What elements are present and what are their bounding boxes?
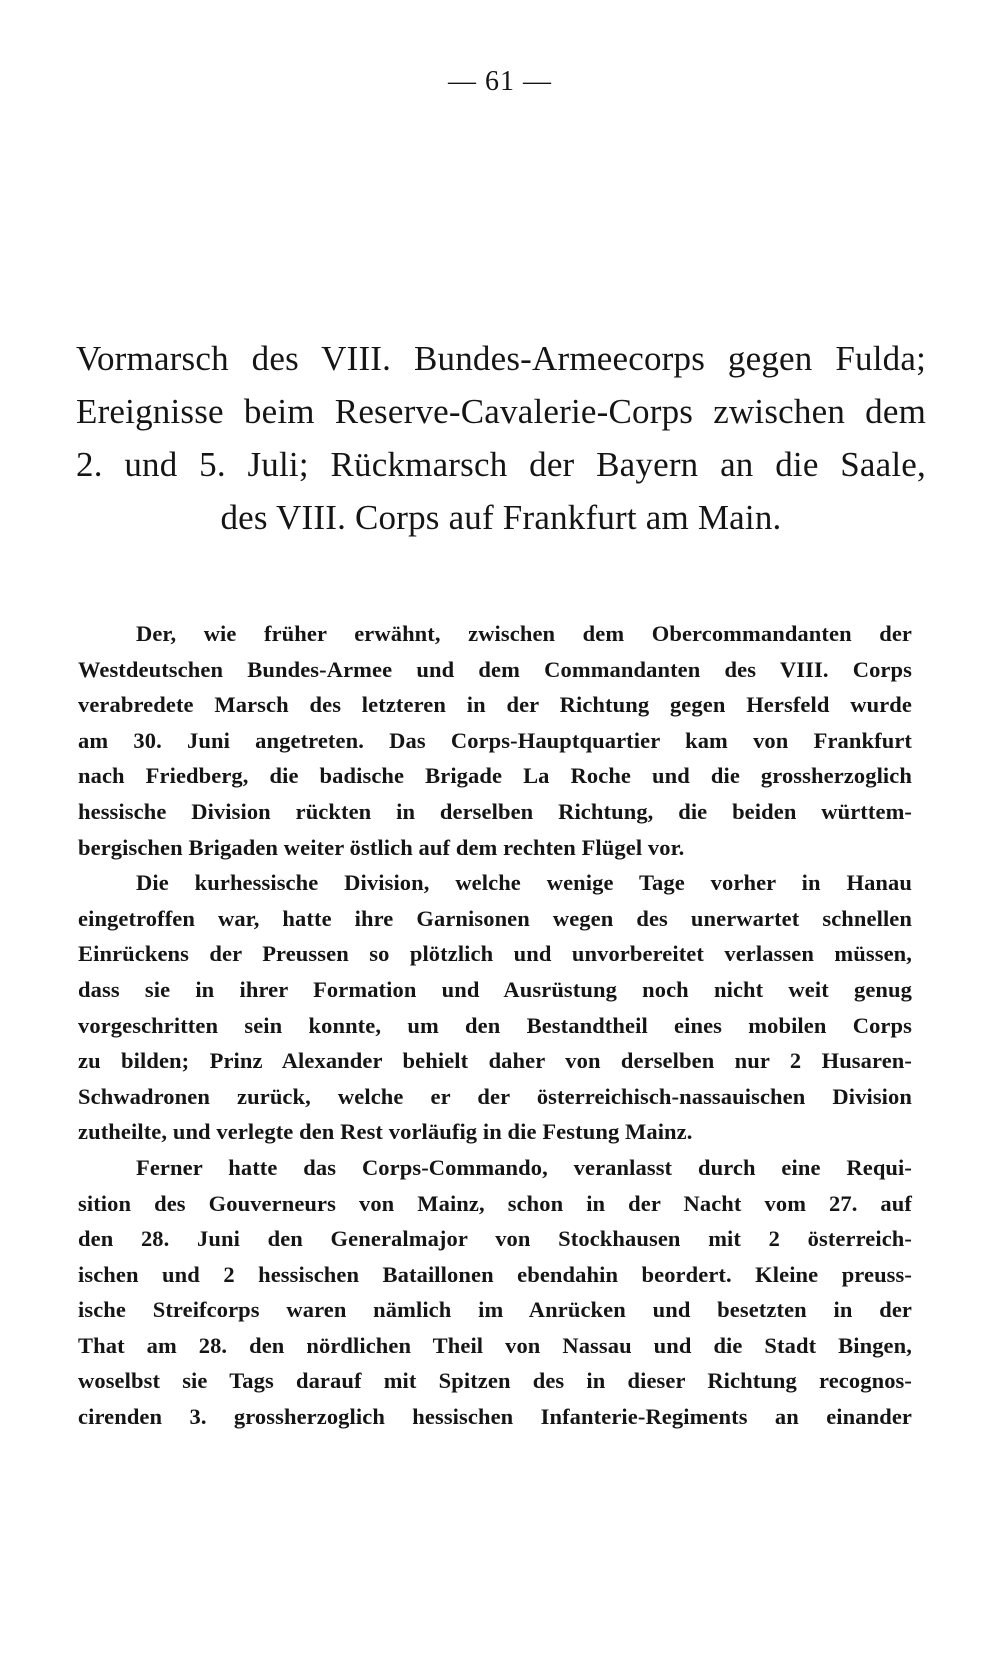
heading-line: des VIII. Corps auf Frankfurt am Main. <box>220 498 782 537</box>
heading-line: Ereignisse beim Reserve-Cavalerie-Corps zwischen dem <box>76 392 926 431</box>
heading-line: 2. und 5. Juli; Rückmarsch der Bayern an die Saale, <box>76 445 926 484</box>
text-line: woselbst sie Tags darauf mit Spitzen des in dieser Richtung recognos- <box>78 1368 912 1394</box>
text-line: den 28. Juni den Generalmajor von Stockhausen mit 2 österreich- <box>78 1226 912 1252</box>
paragraph-3 <box>78 1150 912 1435</box>
text-line: Ferner hatte das Corps-Commando, veranlasst durch eine Requi- <box>136 1154 912 1180</box>
text-line: cirenden 3. grossherzoglich hessischen Infanterie-Regiments an einander <box>78 1404 912 1430</box>
text-line: verabredete Marsch des letzteren in der Richtung gegen Hersfeld wurde <box>78 692 912 718</box>
text-line: eingetroffen war, hatte ihre Garnisonen wegen des unerwartet schnellen <box>78 905 912 931</box>
heading-line: Vormarsch des VIII. Bundes-Armeecorps gegen Fulda; <box>76 339 926 378</box>
text-line: Der, wie früher erwähnt, zwischen dem Obercommandanten der <box>136 621 912 646</box>
text-line: zutheilte, und verlegte den Rest vorläufig in die Festung Mainz. <box>78 1119 693 1145</box>
text-line: ischen und 2 hessischen Bataillonen ebendahin beordert. Kleine preuss- <box>78 1261 912 1287</box>
text-line: Schwadronen zurück, welche er der österreichisch-nassauischen Division <box>78 1083 912 1109</box>
text-line: bergischen Brigaden weiter östlich auf dem rechten Flügel vor. <box>78 834 685 860</box>
chapter-heading <box>76 332 926 544</box>
body-text <box>78 616 912 1435</box>
paragraph-1 <box>78 616 912 865</box>
text-line: vorgeschritten sein konnte, um den Bestandtheil eines mobilen Corps <box>78 1012 912 1038</box>
text-line: zu bilden; Prinz Alexander behielt daher von derselben nur 2 Husaren- <box>78 1048 912 1074</box>
text-line: Einrückens der Preussen so plötzlich und unvorbereitet verlassen müssen, <box>78 941 912 967</box>
text-line: hessische Division rückten in derselben Richtung, die beiden württem- <box>78 798 912 824</box>
text-line: Westdeutschen Bundes-Armee und dem Commandanten des VIII. Corps <box>78 656 912 682</box>
text-line: sition des Gouverneurs von Mainz, schon in der Nacht vom 27. auf <box>78 1190 912 1216</box>
paragraph-2 <box>78 865 912 1150</box>
text-line: Die kurhessische Division, welche wenige Tage vorher in Hanau <box>136 870 912 896</box>
text-line: am 30. Juni angetreten. Das Corps-Hauptquartier kam von Frankfurt <box>78 727 912 753</box>
page-number: — 61 — <box>448 66 552 97</box>
text-line: nach Friedberg, die badische Brigade La Roche und die grossherzoglich <box>78 763 912 789</box>
text-line: dass sie in ihrer Formation und Ausrüstung noch nicht weit genug <box>78 976 912 1002</box>
text-line: ische Streifcorps waren nämlich im Anrücken und besetzten in der <box>78 1297 912 1323</box>
text-line: That am 28. den nördlichen Theil von Nassau und die Stadt Bingen, <box>78 1332 912 1358</box>
